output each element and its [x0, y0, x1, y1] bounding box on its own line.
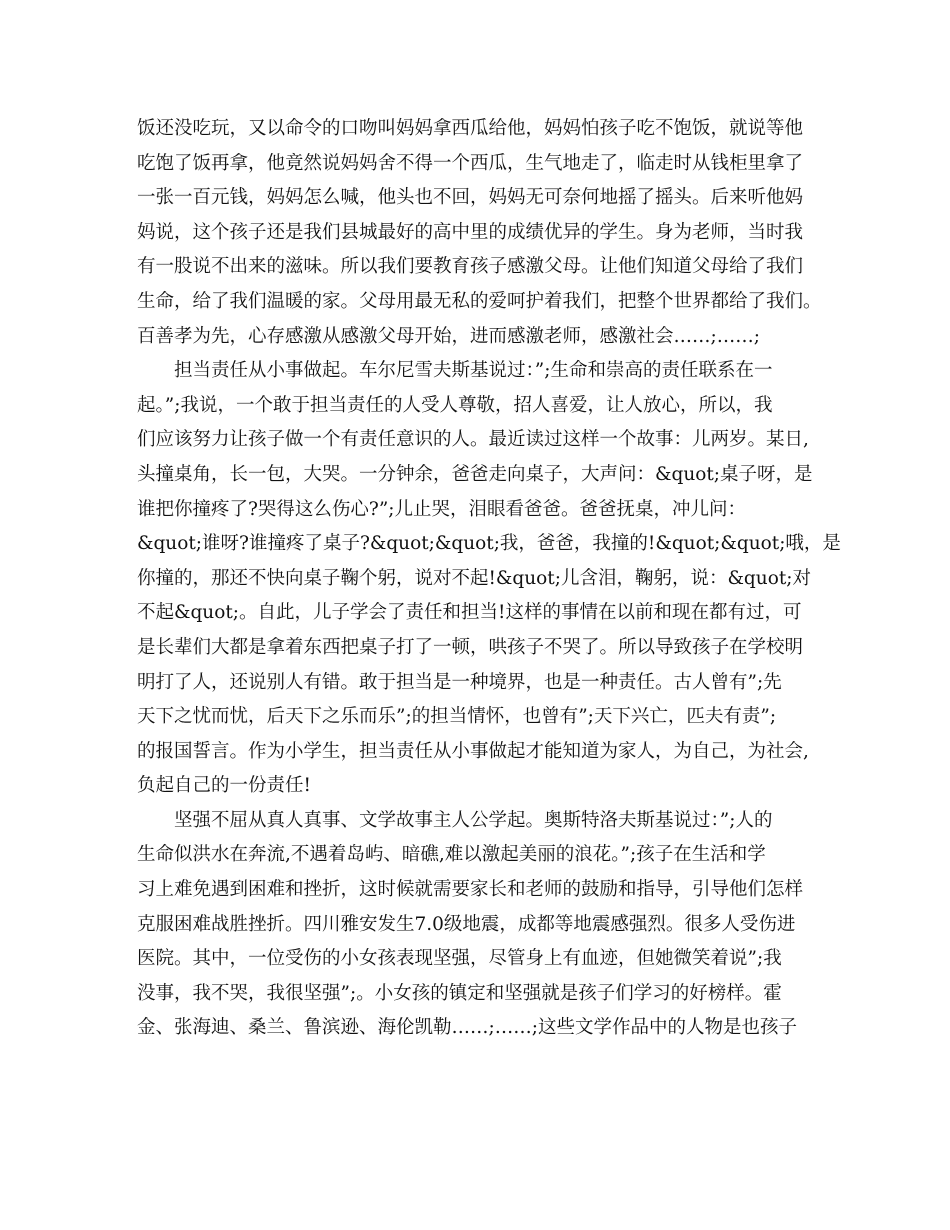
text-line: 头撞桌角，长一包，大哭。一分钟余，爸爸走向桌子，大声问：&quot;桌子呀，是	[137, 463, 813, 485]
text-line: 是长辈们大都是拿着东西把桌子打了一顿，哄孩子不哭了。所以导致孩子在学校明	[137, 636, 804, 658]
text-line: 起。”;我说，一个敢于担当责任的人受人尊敬，招人喜爱，让人放心，所以，我	[137, 394, 773, 416]
text-line: 一张一百元钱，妈妈怎么喊，他头也不回，妈妈无可奈何地摇了摇头。后来听他妈	[137, 187, 804, 209]
text-line: 你撞的，那还不快向桌子鞠个躬，说对不起!&quot;儿含泪，鞠躬，说：&quot;对	[137, 567, 811, 589]
text-line: 克服困难战胜挫折。四川雅安发生7.0级地震，成都等地震感强烈。很多人受伤进	[137, 913, 796, 935]
text-line: 没事，我不哭，我很坚强”;。小女孩的镇定和坚强就是孩子们学习的好榜样。霍	[137, 982, 782, 1004]
text-line: 担当责任从小事做起。车尔尼雪夫斯基说过：”;生命和崇高的责任联系在一	[137, 360, 773, 382]
text-line: 的报国誓言。作为小学生，担当责任从小事做起才能知道为家人，为自己，为社会,	[137, 740, 809, 762]
text-line: 生命，给了我们温暖的家。父母用最无私的爱呵护着我们，把整个世界都给了我们。	[137, 290, 822, 312]
text-line: 明打了人，还说别人有错。敢于担当是一种境界，也是一种责任。古人曾有”;先	[137, 671, 782, 693]
text-line: 吃饱了饭再拿，他竟然说妈妈舍不得一个西瓜，生气地走了，临走时从钱柜里拿了	[137, 152, 804, 174]
body-text	[137, 112, 841, 1046]
text-line: 负起自己的一份责任!	[137, 775, 311, 797]
text-line: &quot;谁呀?谁撞疼了桌子?&quot;&quot;我，爸爸，我撞的!&quot;&quot;哦，是	[137, 533, 841, 555]
text-line: 习上难免遇到困难和挫折，这时候就需要家长和老师的鼓励和指导，引导他们怎样	[137, 879, 804, 901]
text-line: 百善孝为先，心存感激从感激父母开始，进而感激老师，感激社会……;……;	[137, 325, 760, 347]
text-line: 天下之忧而忧，后天下之乐而乐”;的担当情怀，也曾有”;天下兴亡，匹夫有责”;	[137, 706, 777, 728]
text-line: 生命似洪水在奔流,不遇着岛屿、暗礁,难以激起美丽的浪花。”;孩子在生活和学	[137, 844, 766, 866]
text-line: 金、张海迪、桑兰、鲁滨逊、海伦凯勒……;……;这些文学作品中的人物是也孩子	[137, 1017, 797, 1039]
text-line: 谁把你撞疼了?哭得这么伤心?”;儿止哭，泪眼看爸爸。爸爸抚桌，冲儿问：	[137, 498, 747, 520]
text-line: 不起&quot;。自此，儿子学会了责任和担当!这样的事情在以前和现在都有过，可	[137, 602, 802, 624]
text-line: 饭还没吃玩，又以命令的口吻叫妈妈拿西瓜给他，妈妈怕孩子吃不饱饭，就说等他	[137, 118, 804, 139]
text-line: 们应该努力让孩子做一个有责任意识的人。最近读过这样一个故事：儿两岁。某日,	[137, 429, 809, 451]
text-line: 妈说，这个孩子还是我们县城最好的高中里的成绩优异的学生。身为老师，当时我	[137, 221, 804, 243]
text-line: 坚强不屈从真人真事、文学故事主人公学起。奥斯特洛夫斯基说过：”;人的	[137, 809, 773, 831]
text-line: 医院。其中，一位受伤的小女孩表现坚强，尽管身上有血迹，但她微笑着说”;我	[137, 948, 782, 970]
text-line: 有一股说不出来的滋味。所以我们要教育孩子感激父母。让他们知道父母给了我们	[137, 256, 804, 278]
